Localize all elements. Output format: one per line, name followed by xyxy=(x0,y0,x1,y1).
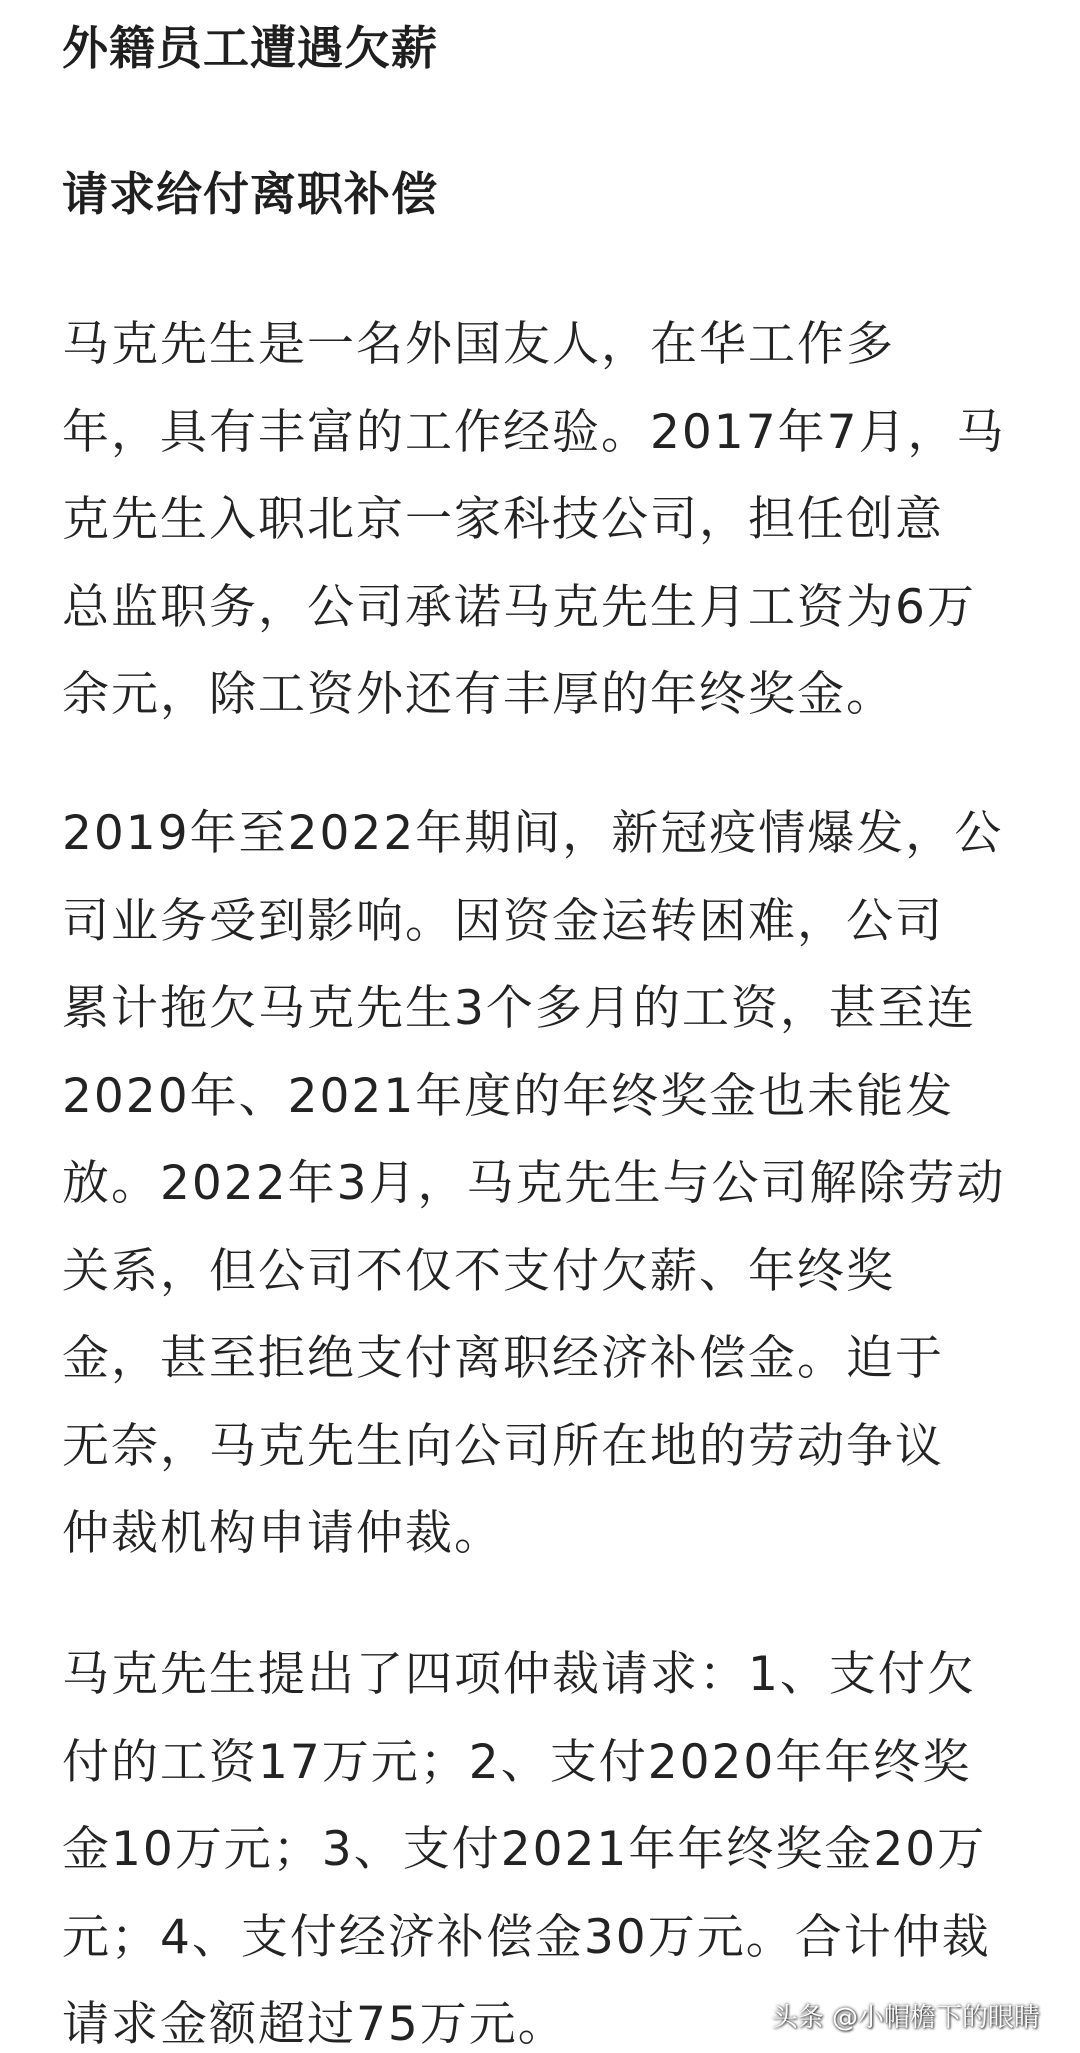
paragraph-line: 关系，但公司不仅不支付欠薪、年终奖 xyxy=(62,1243,895,1299)
paragraph-1 xyxy=(62,301,1032,739)
paragraph-3 xyxy=(62,1631,1032,2053)
paragraph-line: 仲裁机构申请仲裁。 xyxy=(62,1506,503,1561)
paragraph-line: 金，甚至拒绝支付离职经济补偿金。迫于 xyxy=(62,1331,944,1386)
watermark: 头条 @小帽檐下的眼睛 xyxy=(771,2003,1040,2033)
paragraph-line: 年，具有丰富的工作经验。2017年7月，马 xyxy=(62,404,1006,460)
paragraph-line: 元；4、支付经济补偿金30万元。合计仲裁 xyxy=(62,1909,991,1965)
paragraph-line: 余元，除工资外还有丰厚的年终奖金。 xyxy=(62,667,895,722)
article-heading-1: 外籍员工遭遇欠薪 xyxy=(62,21,438,75)
paragraph-2 xyxy=(62,790,1032,1578)
paragraph-line: 放。2022年3月，马克先生与公司解除劳动 xyxy=(62,1156,1006,1211)
paragraph-line: 付的工资17万元；2、支付2020年年终奖 xyxy=(62,1734,972,1790)
paragraph-line: 请求金额超过75万元。 xyxy=(62,1997,567,2052)
paragraph-line: 金10万元；3、支付2021年年终奖金20万 xyxy=(62,1822,987,1877)
paragraph-line: 累计拖欠马克先生3个多月的工资，甚至连 xyxy=(62,981,976,1036)
paragraph-line: 2020年、2021年度的年终奖金也未能发 xyxy=(62,1068,955,1124)
paragraph-line: 克先生入职北京一家科技公司，担任创意 xyxy=(62,492,944,547)
paragraph-line: 司业务受到影响。因资金运转困难，公司 xyxy=(62,893,944,949)
paragraph-line: 马克先生提出了四项仲裁请求：1、支付欠 xyxy=(62,1647,976,1702)
article-heading-2: 请求给付离职补偿 xyxy=(62,167,438,221)
paragraph-line: 2019年至2022年期间，新冠疫情爆发，公 xyxy=(62,806,1004,861)
paragraph-line: 总监职务，公司承诺马克先生月工资为6万 xyxy=(62,579,976,635)
paragraph-line: 马克先生是一名外国友人，在华工作多 xyxy=(62,317,895,372)
paragraph-line: 无奈，马克先生向公司所在地的劳动争议 xyxy=(62,1418,944,1474)
